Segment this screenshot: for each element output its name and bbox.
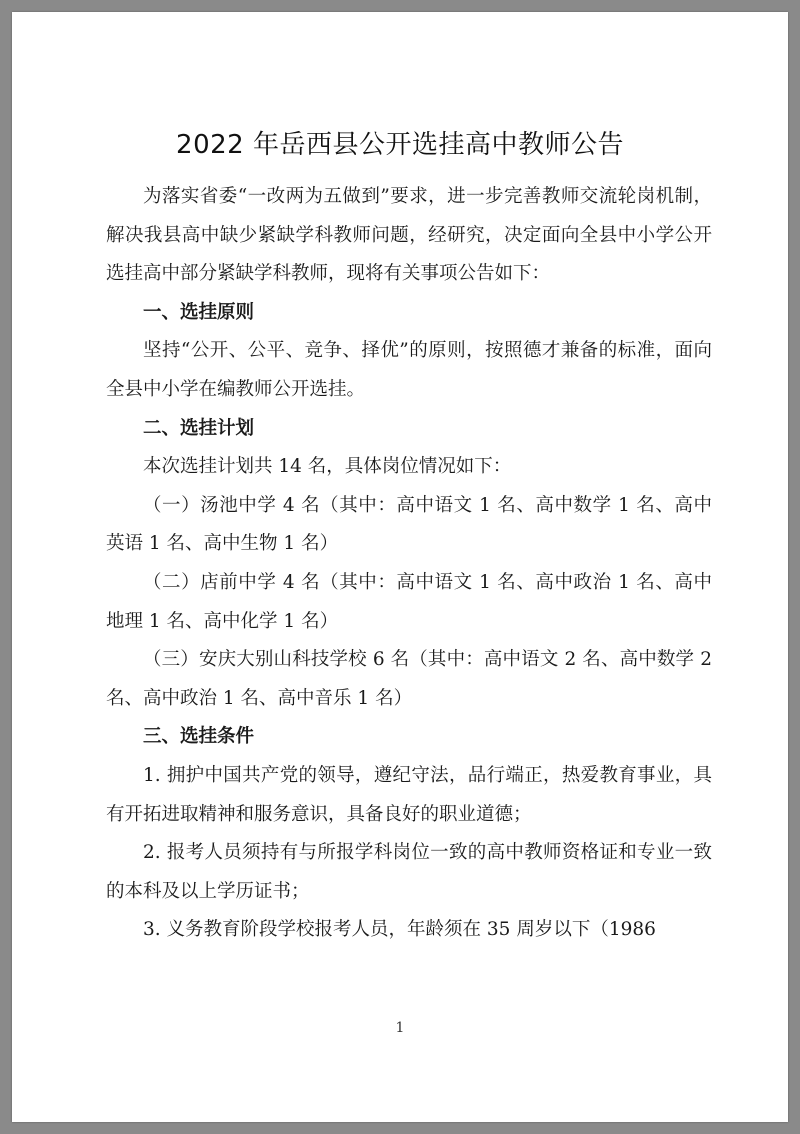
page-number: 1	[395, 1020, 405, 1036]
plan-paragraph-tangchi: （一）汤池中学 4 名（其中：高中语文 1 名、高中数学 1 名、高中英语 1 名、高中生物 1 名）	[106, 494, 712, 555]
condition-item-2: 2. 报考人员须持有与所报学科岗位一致的高中教师资格证和专业一致的本科及以上学历证书；	[106, 842, 712, 902]
principles-paragraph: 坚持“公开、公平、竞争、择优”的原则，按照德才兼备的标准，面向全县中小学在编教师公开选挂。	[106, 340, 712, 400]
section-heading-principles: 一、选挂原则	[143, 301, 255, 323]
section-heading-plan: 二、选挂计划	[143, 417, 255, 439]
document-title: 2022 年岳西县公开选挂高中教师公告	[176, 130, 624, 160]
intro-paragraph: 为落实省委“一改两为五做到”要求，进一步完善教师交流轮岗机制，解决我县高中缺少紧缺学科教师问题，经研究，决定面向全县中小学公开选挂高中部分紧缺学科教师，现将有关事项公告如下：	[106, 186, 712, 285]
plan-paragraph-summary: 本次选挂计划共 14 名，具体岗位情况如下：	[143, 456, 512, 478]
plan-paragraph-anqing: （三）安庆大别山科技学校 6 名（其中：高中语文 2 名、高中数学 2 名、高中政治 1 名、高中音乐 1 名）	[106, 649, 712, 709]
plan-paragraph-dianqian: （二）店前中学 4 名（其中：高中语文 1 名、高中政治 1 名、高中地理 1 名、高中化学 1 名）	[106, 571, 712, 632]
section-heading-conditions: 三、选挂条件	[143, 726, 255, 748]
condition-item-1: 1. 拥护中国共产党的领导，遵纪守法，品行端正，热爱教育事业，具有开拓进取精神和服务意识，具备良好的职业道德；	[106, 764, 712, 825]
condition-item-3: 3. 义务教育阶段学校报考人员，年龄须在 35 周岁以下（1986	[143, 919, 656, 941]
document-page	[12, 12, 788, 1122]
document-body	[106, 178, 712, 950]
